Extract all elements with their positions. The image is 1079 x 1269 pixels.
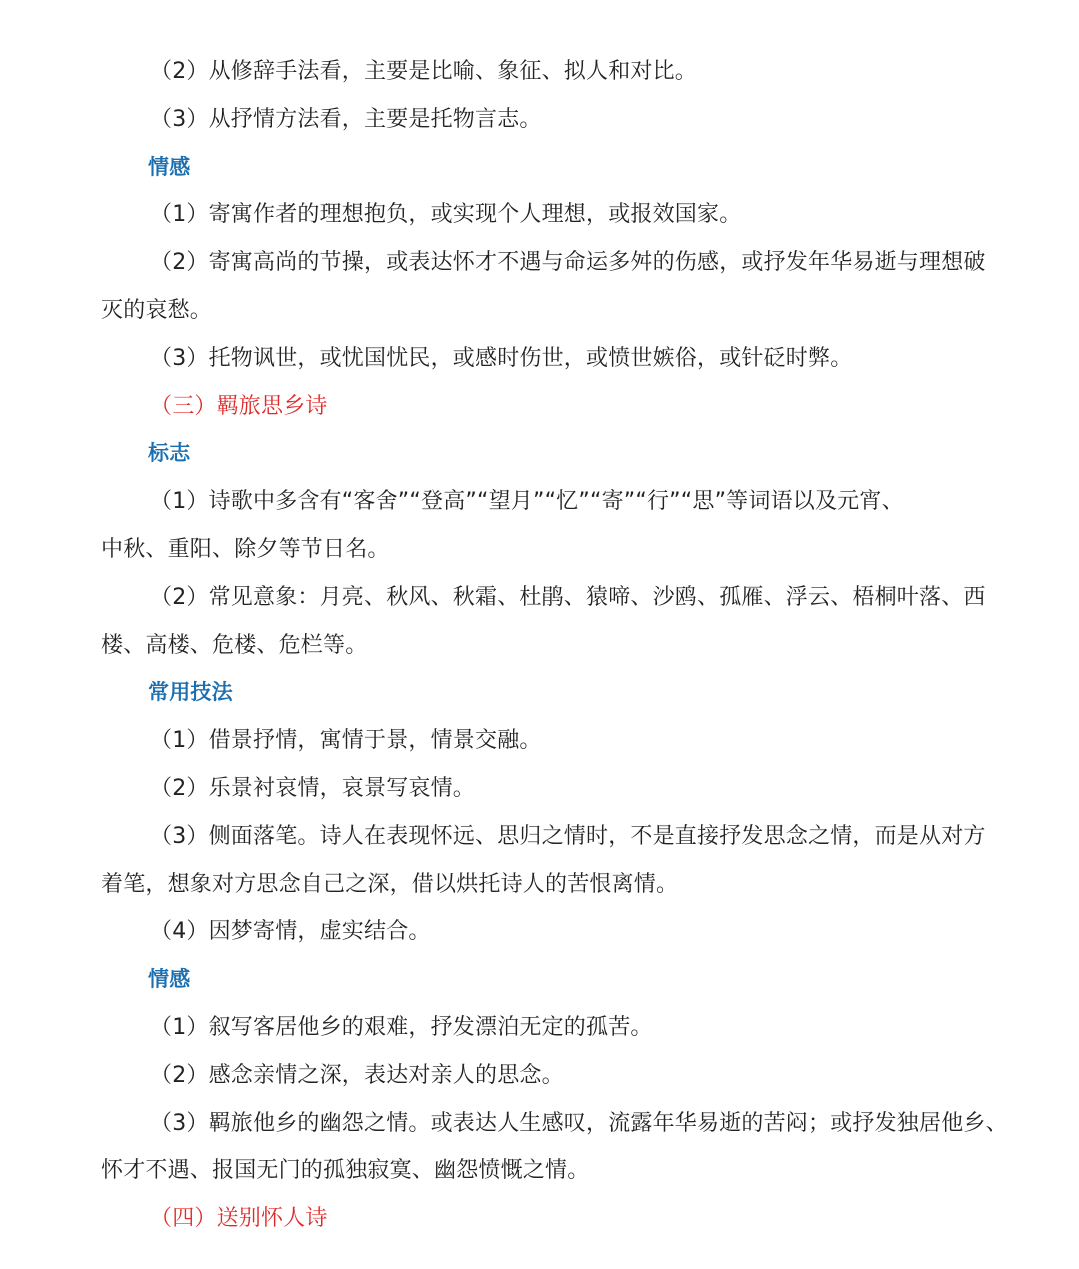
- section-heading-farewell: （四）送别怀人诗: [150, 1206, 328, 1232]
- list-item: （1）叙写客居他乡的艰难，抒发漂泊无定的孤苦。: [150, 1014, 653, 1040]
- list-item: （3）托物讽世，或忧国忧民，或感时伤世，或愤世嫉俗，或针砭时弊。: [150, 345, 853, 371]
- list-item-continuation: 中秋、重阳、除夕等节日名。: [101, 536, 390, 562]
- list-item: （1）寄寓作者的理想抱负，或实现个人理想，或报效国家。: [150, 202, 742, 228]
- subheading-emotion: 情感: [148, 967, 191, 992]
- list-item-continuation: 楼、高楼、危楼、危栏等。: [101, 632, 368, 658]
- list-item: （2）寄寓高尚的节操，或表达怀才不遇与命运多舛的伤感，或抒发年华易逝与理想破: [150, 250, 986, 276]
- list-item-continuation: 灭的哀愁。: [101, 297, 213, 323]
- section-heading-travel-homesick: （三）羁旅思乡诗: [150, 393, 328, 419]
- list-item-continuation: 怀才不遇、报国无门的孤独寂寞、幽怨愤慨之情。: [101, 1158, 590, 1184]
- list-item: （2）乐景衬哀情，哀景写哀情。: [150, 775, 475, 801]
- subheading-emotion: 情感: [148, 154, 191, 179]
- list-item-continuation: 着笔，想象对方思念自己之深，借以烘托诗人的苦恨离情。: [101, 871, 679, 897]
- subheading-techniques: 常用技法: [148, 680, 233, 705]
- list-item: （2）感念亲情之深，表达对亲人的思念。: [150, 1062, 564, 1088]
- list-item: （2）从修辞手法看，主要是比喻、象征、拟人和对比。: [150, 59, 697, 84]
- list-item: （1）借景抒情，寓情于景，情景交融。: [150, 728, 542, 754]
- list-item: （3）侧面落笔。诗人在表现怀远、思归之情时，不是直接抒发思念之情，而是从对方: [150, 823, 986, 849]
- document-body: [0, 48, 1079, 1243]
- list-item: （4）因梦寄情，虚实结合。: [150, 919, 431, 945]
- subheading-markers: 标志: [148, 441, 191, 466]
- list-item: （2）常见意象：月亮、秋风、秋霜、杜鹃、猿啼、沙鸥、孤雁、浮云、梧桐叶落、西: [150, 584, 986, 610]
- list-item: （1）诗歌中多含有“客舍”“登高”“望月”“忆”“寄”“行”“思”等词语以及元宵、: [150, 489, 904, 515]
- list-item: （3）羁旅他乡的幽怨之情。或表达人生感叹，流露年华易逝的苦闷；或抒发独居他乡、: [150, 1110, 1008, 1136]
- list-item: （3）从抒情方法看，主要是托物言志。: [150, 106, 542, 132]
